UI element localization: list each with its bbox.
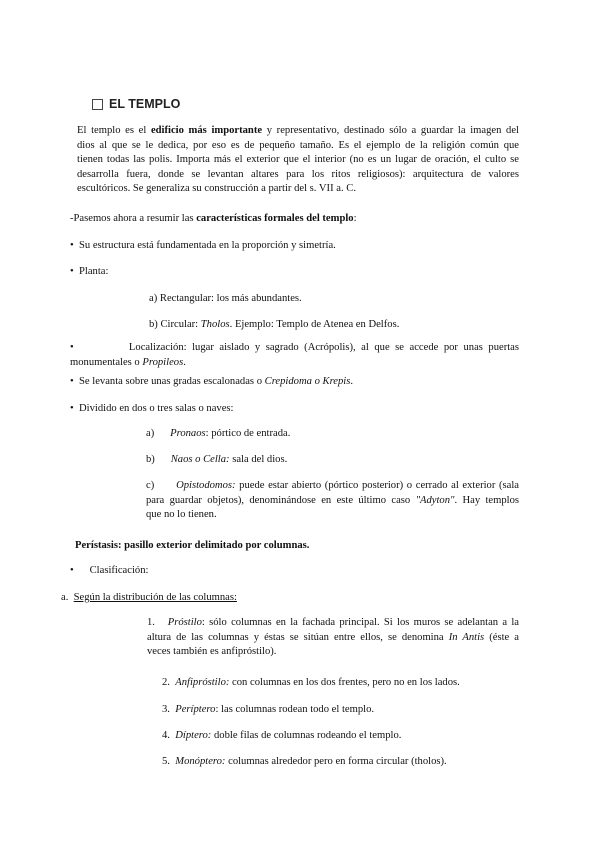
nave-pronaos: [146, 427, 290, 442]
localizacion-line-2: [70, 356, 519, 371]
col-anfiprostilo: [162, 676, 460, 691]
list-number: 1.: [147, 617, 155, 628]
bullet-text: Planta:: [79, 266, 109, 277]
peristasis-bold: Perístasis: pasillo exterior delimitado por columnas.: [75, 540, 310, 551]
bullet-salas: [70, 402, 233, 417]
list-text: : sólo columnas en la fachada principal. Si los muros se adelantan a la: [201, 617, 519, 628]
nave-cella: [146, 453, 287, 468]
resumen-bold: características formales del templo: [196, 213, 354, 224]
resumen-line: [70, 212, 357, 227]
list-text: . Hay templos: [454, 494, 519, 506]
list-term: Opistodomos:: [176, 480, 236, 491]
list-term: In Antis: [448, 631, 485, 643]
list-text: sala del dios.: [229, 454, 288, 465]
list-label: a.: [61, 592, 69, 603]
intro-text: y representativo, destinado sólo a guardar la imagen del: [262, 125, 519, 136]
intro-line-1: [77, 124, 519, 139]
planta-circular-text: . Ejemplo: Templo de Atenea en Delfos.: [229, 319, 400, 330]
list-number: 5.: [162, 756, 170, 767]
peristasis-heading: [75, 539, 309, 554]
bullet-text: .: [350, 376, 354, 387]
list-term: Díptero:: [175, 730, 212, 741]
opistodomos-line-2: [146, 494, 519, 509]
list-number: 2.: [162, 677, 170, 688]
resumen-text: -Pasemos ahora a resumir las: [70, 213, 197, 224]
list-text: altura de las columnas y éstas se sitúan entre ellos, se denomina: [147, 631, 449, 643]
intro-line-2: dios al que se le dedica, por eso es de pequeño tamaño. Es el ejemplo de la religión común que: [77, 139, 519, 151]
col-prostilo: [147, 616, 519, 660]
list-text: : las columnas rodean todo el templo.: [215, 704, 375, 715]
opistodomos-line-3: que no lo tienen.: [146, 509, 217, 520]
intro-bold: edificio más importante: [150, 125, 263, 136]
planta-rectangular: a) Rectangular: los más abundantes.: [149, 293, 302, 304]
nave-opistodomos: [146, 479, 519, 523]
list-text: : pórtico de entrada.: [205, 428, 291, 439]
list-number: 4.: [162, 730, 170, 741]
list-label: c): [146, 480, 155, 491]
bullet-text: Clasificación:: [89, 565, 149, 576]
title-text: EL TEMPLO: [109, 97, 181, 111]
planta-circular-text: b) Circular:: [149, 319, 201, 330]
intro-line-4: desarrolla fuera, donde se levantan altares para los ritos religiosos): arquitectura de valores: [77, 168, 519, 180]
list-term: Próstilo: [167, 617, 202, 628]
bullet-term: Crepidoma o Krepis: [264, 376, 351, 387]
prostilo-line-1: [147, 616, 519, 631]
bullet-text: Su estructura está fundamentada en la proporción y simetría.: [79, 240, 336, 251]
list-label: a): [146, 428, 155, 439]
localizacion-text: Localización: lugar aislado y sagrado (Acrópolis), al que se accede por unas puertas: [128, 342, 520, 353]
col-diptero: [162, 729, 401, 744]
list-label: b): [146, 454, 155, 465]
intro-line-5: escultóricos. Se generaliza su construcción a partir del s. VII a. C.: [77, 183, 356, 194]
intro-paragraph: [77, 124, 519, 197]
list-text: con columnas en los dos frentes, pero no en los lados.: [229, 677, 460, 688]
prostilo-line-2: [147, 631, 519, 646]
intro-text: El templo es el: [77, 125, 151, 136]
list-text: puede estar abierto (pórtico posterior) o cerrado al exterior (sala: [235, 480, 519, 491]
bullet-clasificacion: [70, 564, 148, 579]
checkbox-square-icon: [92, 99, 103, 110]
list-text: columnas alrededor pero en forma circular (tholos).: [225, 756, 447, 767]
bullet-icon: •: [70, 565, 74, 576]
bullet-icon: •: [70, 266, 74, 277]
bullet-planta: [70, 265, 108, 280]
bullet-text: Se levanta sobre unas gradas escalonadas o: [79, 376, 265, 387]
localizacion-term: Propileos: [142, 356, 184, 368]
list-term: Períptero: [175, 704, 216, 715]
list-text: para guardar objetos), denominándose en este último caso: [146, 494, 416, 506]
list-text: doble filas de columnas rodeando el templo.: [211, 730, 402, 741]
list-term: Naos o Cella:: [170, 454, 230, 465]
list-text: (éste a: [484, 631, 519, 643]
seccion-a-underlined: Según la distribución de las columnas:: [73, 592, 237, 603]
bullet-icon: •: [70, 342, 74, 353]
bullet-text: Dividido en dos o tres salas o naves:: [79, 403, 234, 414]
opistodomos-line-1: [146, 479, 519, 494]
list-number: 3.: [162, 704, 170, 715]
localizacion-line-1: [70, 341, 519, 356]
section-title: [92, 97, 180, 111]
list-term: "Adyton": [415, 494, 455, 506]
prostilo-line-3: veces también es anfipróstilo).: [147, 646, 277, 657]
col-monoptero: [162, 755, 447, 770]
list-term: Anfipróstilo:: [175, 677, 230, 688]
col-periptero: [162, 703, 374, 718]
list-term: Pronaos: [170, 428, 206, 439]
planta-circular-term: Tholos: [200, 319, 230, 330]
bullet-gradas: [70, 375, 353, 390]
resumen-colon: :: [353, 213, 357, 224]
list-term: Monóptero:: [175, 756, 226, 767]
bullet-icon: •: [70, 403, 74, 414]
bullet-icon: •: [70, 376, 74, 387]
localizacion-text: monumentales o: [70, 356, 143, 368]
intro-line-3: tienen todas las polis. Importa más el exterior que el interior (no es un lugar de oración, el culto se: [77, 154, 519, 165]
planta-circular: [149, 318, 399, 333]
bullet-icon: •: [70, 240, 74, 251]
bullet-estructura: [70, 239, 336, 254]
localizacion-paragraph: [70, 341, 519, 370]
localizacion-text: .: [183, 356, 186, 368]
seccion-a: [61, 591, 237, 606]
